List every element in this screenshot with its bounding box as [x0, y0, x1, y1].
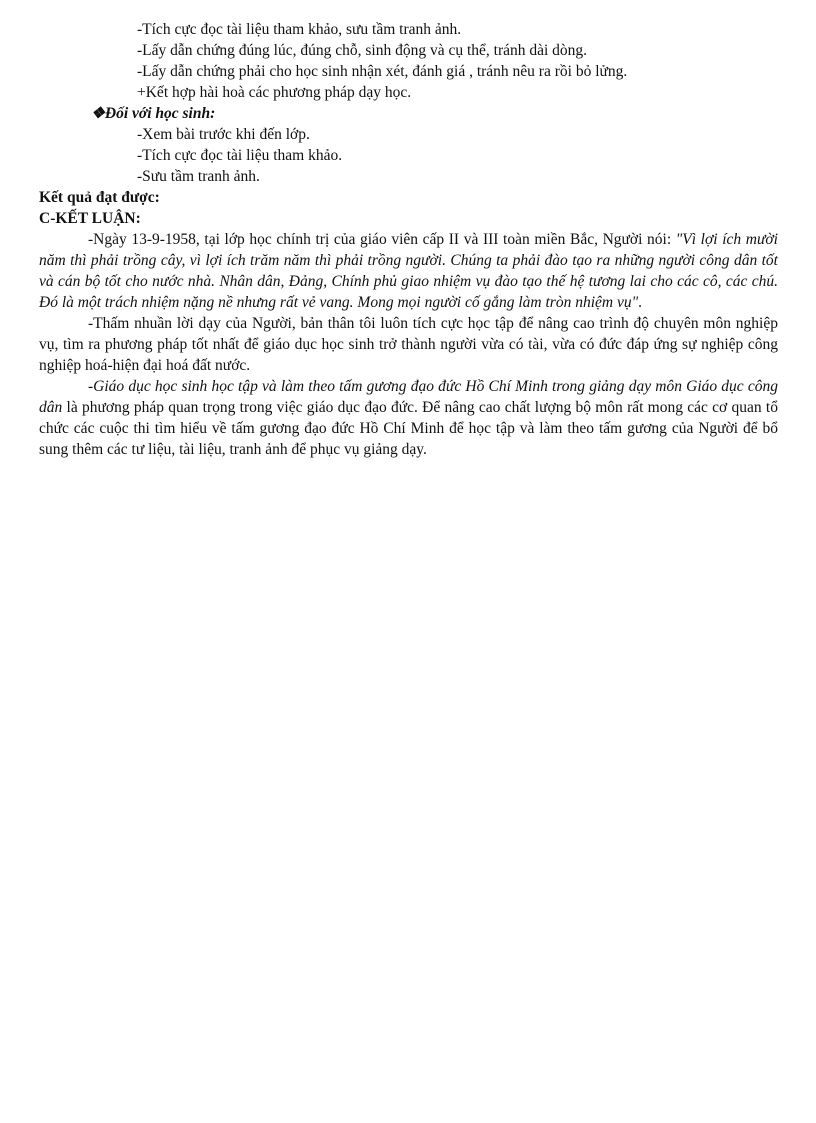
teacher-list-item: -Tích cực đọc tài liệu tham khảo, sưu tầm tranh ảnh.: [137, 21, 462, 38]
student-list-item: -Sưu tầm tranh ảnh.: [137, 168, 260, 185]
teacher-list-item: +Kết hợp hài hoà các phương pháp dạy học.: [137, 84, 412, 101]
student-list-item: -Tích cực đọc tài liệu tham khảo.: [137, 147, 343, 164]
document-body: [39, 19, 778, 460]
results-heading: Kết quả đạt được:: [39, 189, 160, 206]
paragraph-text: là phương pháp quan trọng trong việc giáo dục đạo đức. Để nâng cao chất lượng bộ môn rất mong các cơ quan tổ chức các cuộc thi tìm hiểu về tấm gương đạo đức Hồ Chí Minh để học tập và làm theo tấm gương của Người để bổ sung thêm các tư liệu, tài liệu, tranh ảnh để phục vụ giảng dạy.: [39, 399, 778, 458]
teacher-list-item: -Lấy dẫn chứng đúng lúc, đúng chỗ, sinh động và cụ thể, tránh dài dòng.: [137, 42, 588, 59]
paragraph-text: .: [638, 294, 642, 311]
student-heading: ❖Đối với học sinh:: [91, 105, 216, 122]
conclusion-heading: C-KẾT LUẬN:: [39, 210, 141, 227]
emphasis-text: -Giáo dục học sinh học tập và làm theo tấm gương đạo đức Hồ Chí Minh trong giảng dạy môn Giáo dục công dân: [39, 378, 778, 416]
student-list-item: -Xem bài trước khi đến lớp.: [137, 126, 310, 143]
teacher-list-item: -Lấy dẫn chứng phải cho học sinh nhận xét, đánh giá , tránh nêu ra rồi bỏ lửng.: [137, 63, 628, 80]
conclusion-paragraph-1: [39, 229, 778, 313]
conclusion-paragraph-2: -Thấm nhuần lời dạy của Người, bản thân tôi luôn tích cực học tập để nâng cao trình độ chuyên môn nghiệp vụ, tìm ra phương pháp tốt nhất để giáo dục học sinh trở thành người vừa có tài, vừa có đức đáp ứng sự nghiệp công nghiệp hoá-hiện đại hoá đất nước.: [39, 315, 778, 374]
paragraph-text: -Ngày 13-9-1958, tại lớp học chính trị của giáo viên cấp II và III toàn miền Bắc, Người nói:: [88, 231, 676, 248]
quote-text: "Vì lợi ích mười năm thì phải trồng cây, vì lợi ích trăm năm thì phải trồng người. Chúng ta phải đào tạo ra những người công dân tốt và cán bộ tốt cho nước nhà. Nhân dân, Đảng, Chính phủ giao nhiệm vụ đào tạo thế hệ tương lai cho các cô, các chú. Đó là một trách nhiệm nặng nề nhưng rất vẻ vang. Mong mọi người cố gắng làm tròn nhiệm vụ": [39, 231, 778, 311]
conclusion-paragraph-3: [39, 376, 778, 460]
